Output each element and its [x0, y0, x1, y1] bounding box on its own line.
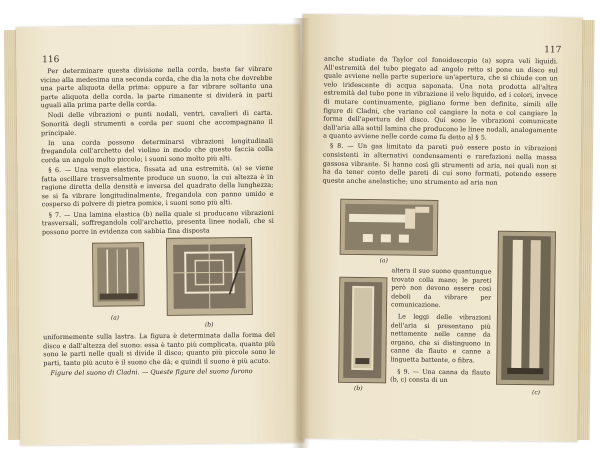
paragraph: § 7. — Una lamina elastica (b) nella quale si producano vibrazioni trasversali, soffregandola coll'archetto, presenta linee nodali, che si possono porre in evidenza con sabbia fina disposta: [41, 208, 274, 236]
figure-caption-b: (b): [353, 384, 363, 393]
paragraph: § 8. — Un gas limitato da pareti può essere posto in vibrazioni consistenti in alternativi condensamenti e rarefazioni nella massa gassosa vibrante. Si hanno così gli strumenti ad aria, nei quali non si ha da tener conto delle pareti di cui sono formati, potendo essere queste anche anelastiche; uno strumento ad aria non: [322, 142, 558, 187]
right-text-side: [390, 267, 491, 386]
figure-elastic-rod: [92, 242, 145, 307]
figure-flute-pipe-b: [338, 277, 387, 384]
paragraph: § 6. — Una verga elastica, fissata ad una estremità, (a) se viene fatta oscillare trasversalmente produce un suono, la cui altezza è in ragione diretta della densità e inversa del quadrato della lunghezza; se si fa vibrare longitudinalmente, fregandola con panno umido e cosperso di polvere di pietra pomice, i suoni sono più alti.: [41, 163, 274, 209]
paragraph: anche studiate da Taylor col fonoidoscopio (a) sopra veli liquidi. All'estremità del tubo piegato ad angolo retto si pone un disco sul quale avviene nella parte superiore un'apertura, che si chiude con un velo iridescente di acqua saponata. Una nota prodotta all'altra estremità del tubo pone in vibrazione il velo liquido, ed i colori, invece di mutare continuamente, pigliano forme ben definite, simili alle figure di Cladni, che variano col cangiare la nota e col cangiare la forma dell'apertura del disco. Qui sono le vibrazioni comunicate dall'aria alla sottil lamina che producono le linee nodali, analogamente a quanto avviene nelle corde come fu detto al § 5.: [323, 54, 559, 142]
paragraph: uniformemente sulla lastra. La figura è determinata dalla forma del disco e dall'altezza del suono: essa è tanto più complicata, quanto più sono le parti nelle quali si divide il disco; quanto più piccole sono le parti, tanto più acuto è il suono che dà; e quindi il suono è più acuto.: [43, 330, 276, 368]
left-text-top: [40, 65, 274, 238]
figure-flute-pipe-c: [496, 231, 556, 386]
figure-caption-a: (a): [379, 257, 388, 265]
right-text-top: [322, 55, 558, 190]
page-number-right: 117: [544, 45, 562, 56]
figure-elastic-plate: [166, 237, 253, 316]
figure-caption-a: (a): [110, 314, 120, 322]
right-page: [297, 14, 582, 441]
figure-caption-b: (b): [204, 321, 214, 329]
figure-caption-c: (c): [531, 389, 541, 397]
paragraph: In una corda possono determinarsi vibrazioni longitudinali fregandola coll'archetto del violino in modo che questo faccia colla corda un angolo molto piccolo; i suoni sono molto più alti.: [41, 136, 274, 165]
left-page: [16, 25, 304, 446]
paragraph: altera il suo suono quantunque trovato colla mano; le pareti però non devono essere così deboli da vibrare per comunicazione.: [391, 267, 492, 310]
book-gutter: [292, 18, 310, 448]
paragraph: Per determinare questa divisione nella corda, basta far vibrare vicino alla medesima una seconda corda, che dia la nota che dovrebbe una parte aliquota della prima: oppure a far vibrare soltanto una parte aliquota della corda, la parte rimanente si dividerà in parti uguali alla prima parte della corda.: [40, 64, 273, 110]
figure-phonoidoscope: [340, 199, 439, 256]
paragraph: § 9. — Una canna da flauto (b, c) consta di un: [390, 368, 491, 385]
paragraph: Le leggi delle vibrazioni dell'aria si presentano più nettamente nelle canne da organo, che si distinguono in canne da flauto e canne a linguetta battente, o fibra.: [390, 313, 491, 365]
paragraph: Nodi delle vibrazioni o punti nodali, ventri, cavalieri di carta. Sonorità degli strumenti a corda per suoni che accompagnano il principale.: [40, 109, 273, 137]
paragraph: Figure del suono di Cladni. — Queste figure del suono furono: [50, 366, 253, 378]
left-text-bottom: [43, 331, 275, 379]
page-number-left: 116: [42, 55, 60, 66]
